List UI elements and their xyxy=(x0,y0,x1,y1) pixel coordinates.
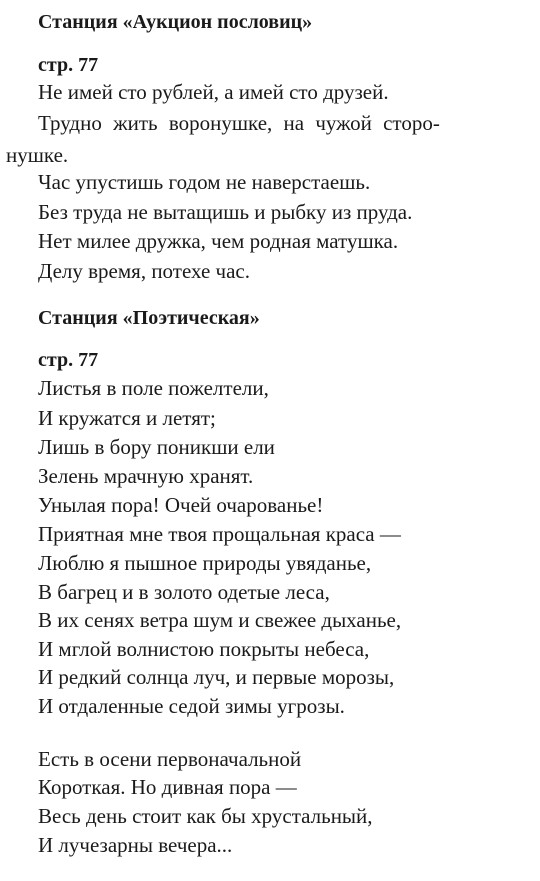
poem-line: Весь день стоит как бы хрустальный, xyxy=(38,804,373,828)
page-reference: стр. 77 xyxy=(38,54,99,76)
proverb-line: Нет милее дружка, чем родная матушка. xyxy=(38,229,399,253)
poem-line: Лишь в бору поникши ели xyxy=(38,435,275,459)
poem-line: И кружатся и летят; xyxy=(38,406,216,430)
proverb-line: Не имей сто рублей, а имей сто друзей. xyxy=(38,80,389,104)
proverb-line: Трудно жить воронушке, на чужой сторо- xyxy=(38,111,440,135)
poem-line: И редкий солнца луч, и первые морозы, xyxy=(38,665,395,689)
poem-line: Короткая. Но дивная пора — xyxy=(38,775,297,799)
proverb-line: нушке. xyxy=(6,143,69,167)
poem-line: Приятная мне твоя прощальная краса — xyxy=(38,522,401,546)
proverb-line: Делу время, потехе час. xyxy=(38,259,250,283)
poem-line: И лучезарны вечера... xyxy=(38,833,233,857)
section-title-auction: Станция «Аукцион пословиц» xyxy=(38,11,313,33)
proverb-line: Час упустишь годом не наверстаешь. xyxy=(38,170,371,194)
poem-line: В их сенях ветра шум и свежее дыханье, xyxy=(38,608,402,632)
poem-line: Листья в поле пожелтели, xyxy=(38,376,269,400)
poem-line: Зелень мрачную хранят. xyxy=(38,464,254,488)
poem-line: Есть в осени первоначальной xyxy=(38,747,302,771)
section-title-poetic: Станция «Поэтическая» xyxy=(38,307,260,329)
poem-line: И мглой волнистою покрыты небеса, xyxy=(38,637,370,661)
poem-line: Люблю я пышное природы увяданье, xyxy=(38,551,372,575)
poem-line: Унылая пора! Очей очарованье! xyxy=(38,493,324,517)
page-reference: стр. 77 xyxy=(38,349,99,371)
poem-line: В багрец и в золото одетые леса, xyxy=(38,580,330,604)
poem-line: И отдаленные седой зимы угрозы. xyxy=(38,694,345,718)
proverb-line: Без труда не вытащишь и рыбку из пруда. xyxy=(38,200,413,224)
